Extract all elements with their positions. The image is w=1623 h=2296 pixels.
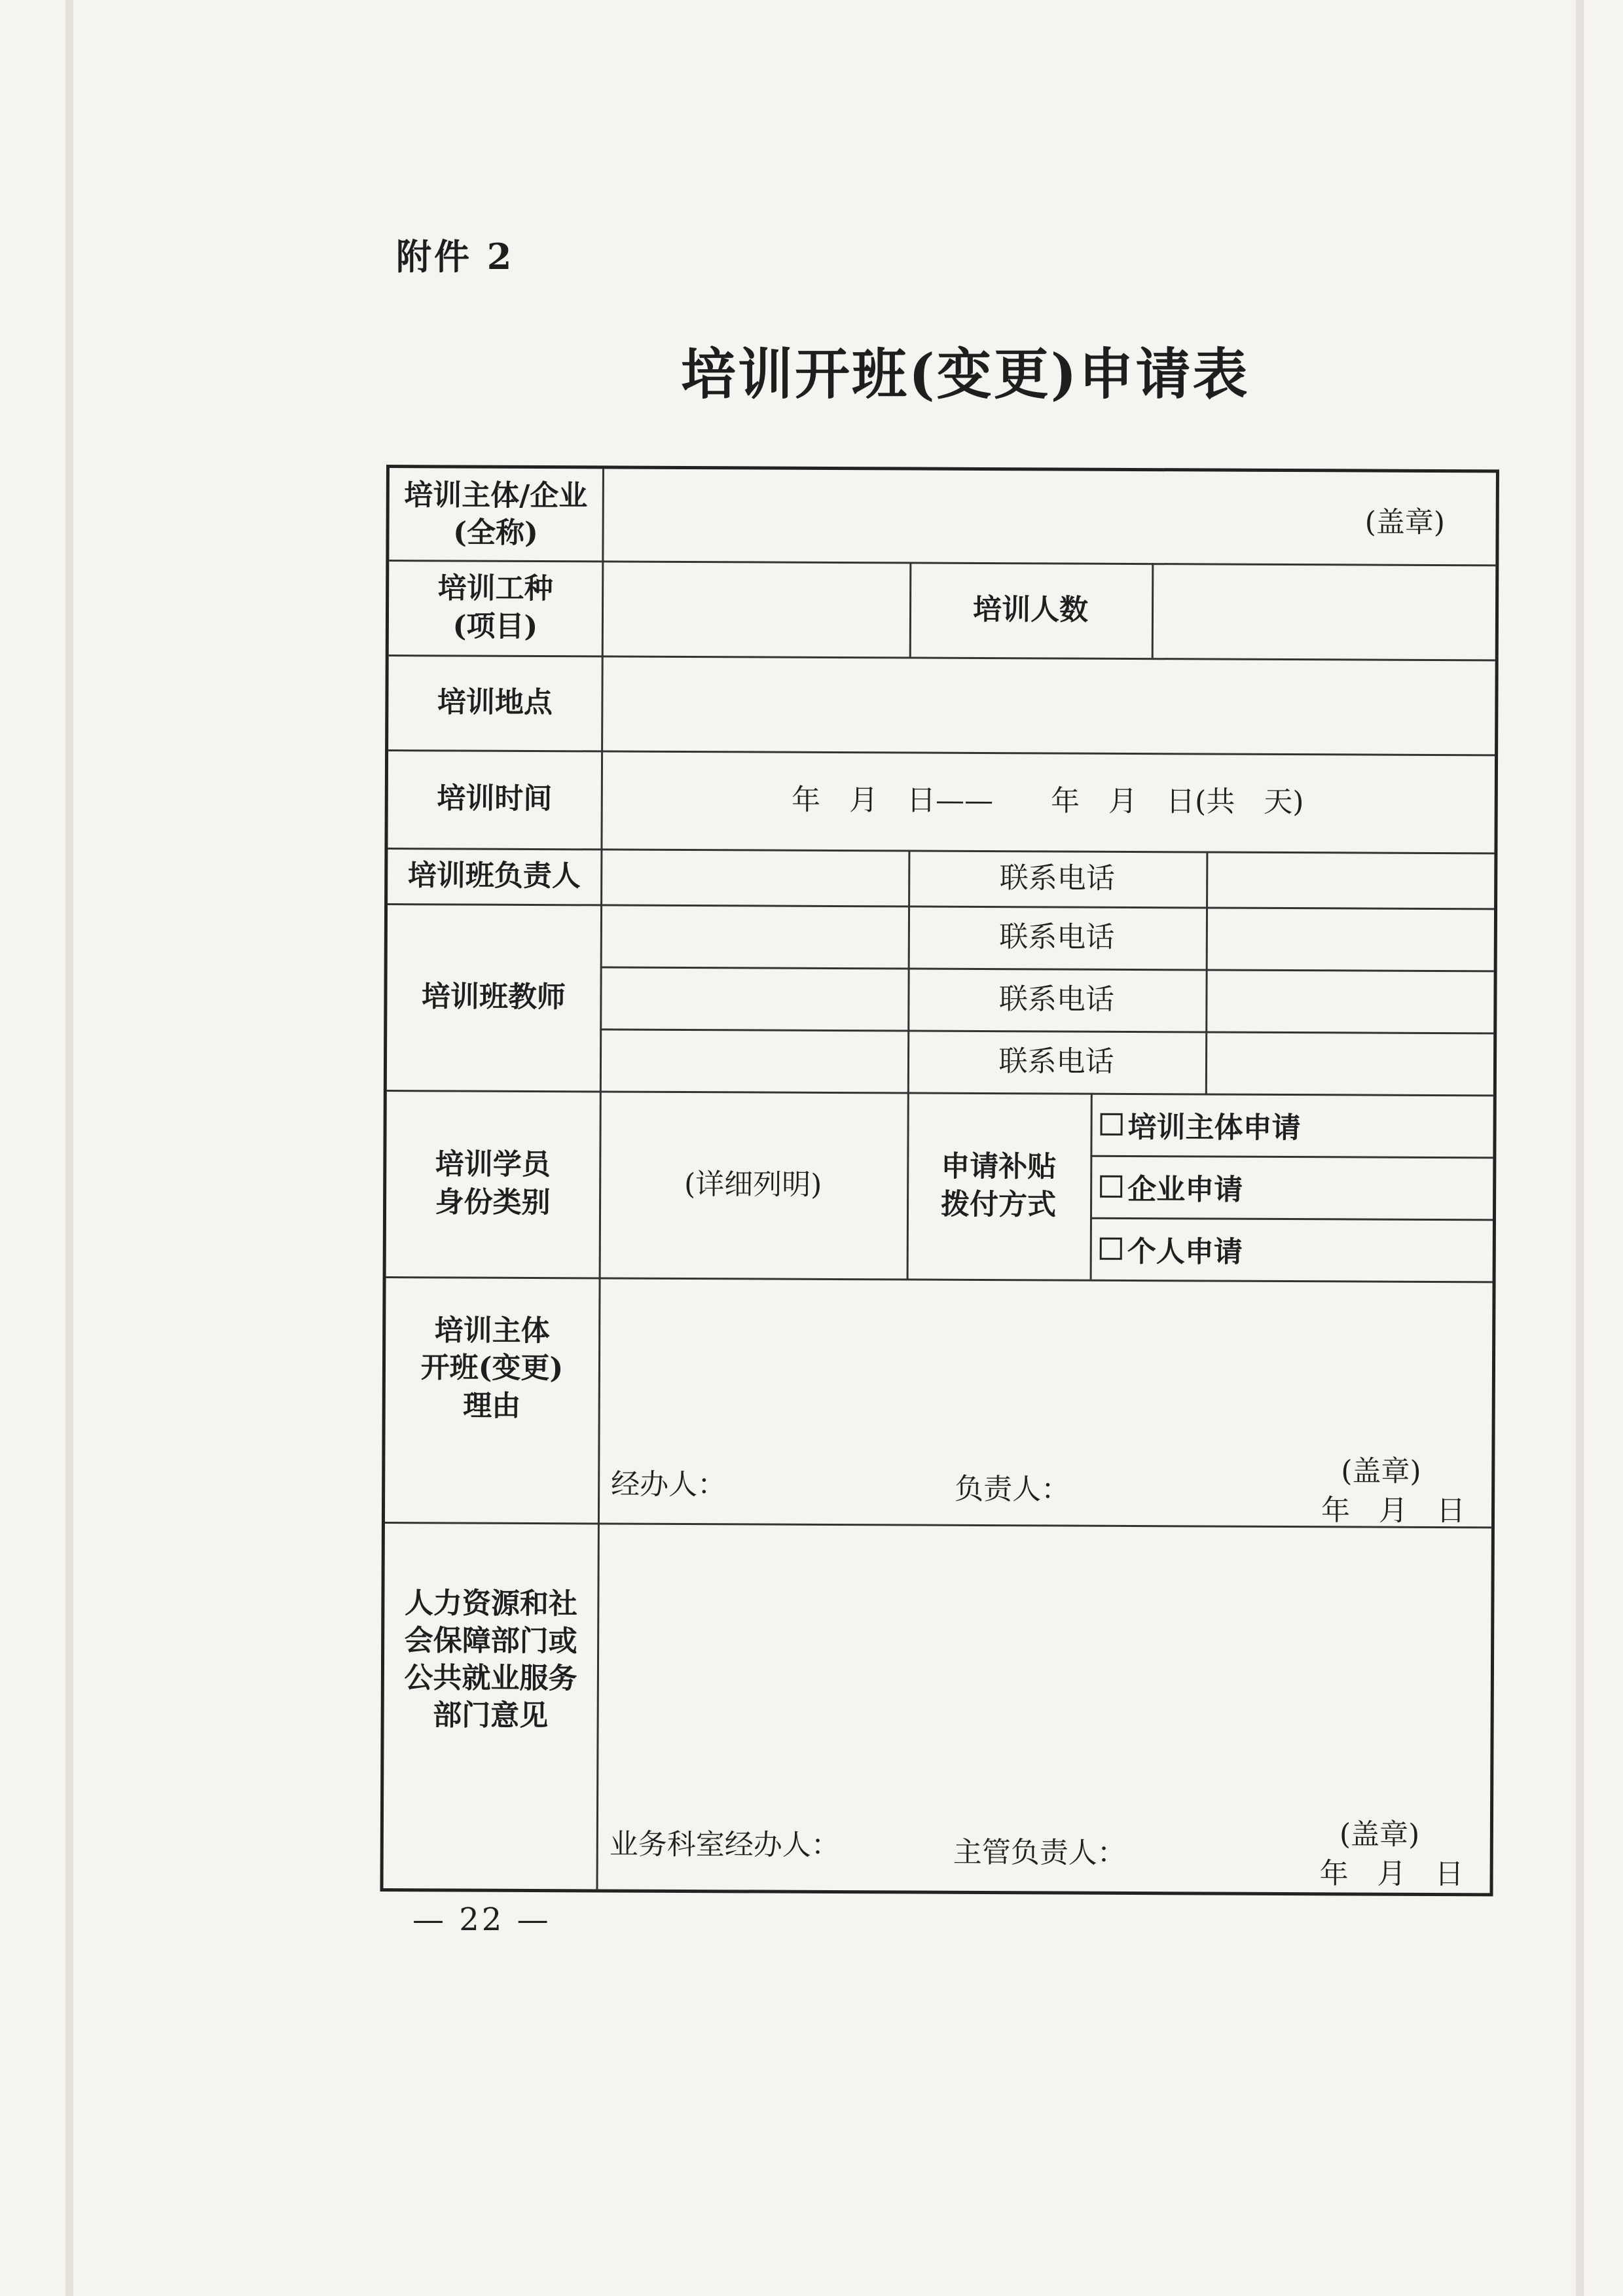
leader-label: 培训班负责人 [407,859,581,893]
leader-input[interactable] [604,852,905,902]
hr-opinion-label: 人力资源和社 会保障部门或 公共就业服务 部门意见 [404,1586,578,1733]
teacher-name-input[interactable] [603,969,904,1026]
hr-supervisor-label: 主管负责人： [953,1835,1126,1870]
hr-opinion-input[interactable] [600,1526,1488,1804]
page-right-edge [1576,0,1584,2296]
entity-label: 培训主体/企业 (全称) [404,478,588,550]
subsidy-option-entity[interactable] [1100,1093,1300,1156]
work-type-label: 培训工种 (项目) [437,571,553,643]
reason-seal: (盖章) [1341,1454,1421,1488]
subsidy-option-label: 企业申请 [1127,1172,1243,1207]
teacher-phone-input[interactable] [1209,910,1491,967]
location-label: 培训地点 [437,685,553,720]
teacher-phone-input[interactable] [1209,1034,1490,1091]
headcount-label: 培训人数 [972,592,1089,627]
subsidy-label: 申请补贴 拨付方式 [940,1150,1057,1221]
application-form-table [380,465,1499,1896]
leader-phone-label: 联系电话 [999,861,1115,895]
hr-date: 年 月 日 [1319,1857,1464,1892]
form-title: 培训开班(变更)申请表 [681,342,1250,406]
teacher-name-input[interactable] [604,907,905,964]
subsidy-option-enterprise[interactable] [1100,1155,1243,1218]
time-label: 培训时间 [437,781,553,816]
teacher-label: 培训班教师 [421,980,566,1014]
time-value[interactable]: 年 月 日—— 年 月 日(共 天) [791,783,1304,819]
subsidy-option-individual[interactable] [1100,1217,1243,1280]
reason-handler-label: 经办人： [611,1467,727,1502]
student-label: 培训学员 身份类别 [435,1147,551,1219]
teacher-phone-label: 联系电话 [998,1044,1114,1079]
subsidy-option-label: 个人申请 [1127,1234,1243,1269]
checkbox-icon[interactable] [1100,1175,1122,1197]
attachment-label: 附件 2 [396,236,515,278]
teacher-phone-label: 联系电话 [998,982,1115,1016]
checkbox-icon[interactable] [1100,1237,1122,1259]
teacher-phone-label: 联系电话 [999,920,1115,954]
work-type-input[interactable] [605,564,907,653]
checkbox-icon[interactable] [1101,1113,1123,1135]
entity-seal: (盖章) [1364,505,1446,540]
subsidy-option-label: 培训主体申请 [1127,1110,1301,1145]
reason-input[interactable] [602,1280,1489,1435]
leader-phone-input[interactable] [1209,854,1491,905]
teacher-name-input[interactable] [603,1031,904,1088]
headcount-input[interactable] [1155,566,1493,656]
location-input[interactable] [604,658,1492,751]
reason-label: 培训主体 开班(变更) 理由 [420,1314,564,1423]
hr-handler-label: 业务科室经办人： [609,1827,840,1863]
teacher-phone-input[interactable] [1209,972,1490,1029]
page-left-edge [65,0,73,2296]
reason-date: 年 月 日 [1321,1494,1466,1528]
column-divider [1152,563,1154,658]
student-value[interactable]: (详细列明) [684,1167,822,1202]
entity-input[interactable] [605,469,1359,564]
page-number: — 22 — [412,1901,551,1938]
reason-responsible-label: 负责人： [955,1472,1070,1507]
hr-seal: (盖章) [1339,1818,1420,1852]
